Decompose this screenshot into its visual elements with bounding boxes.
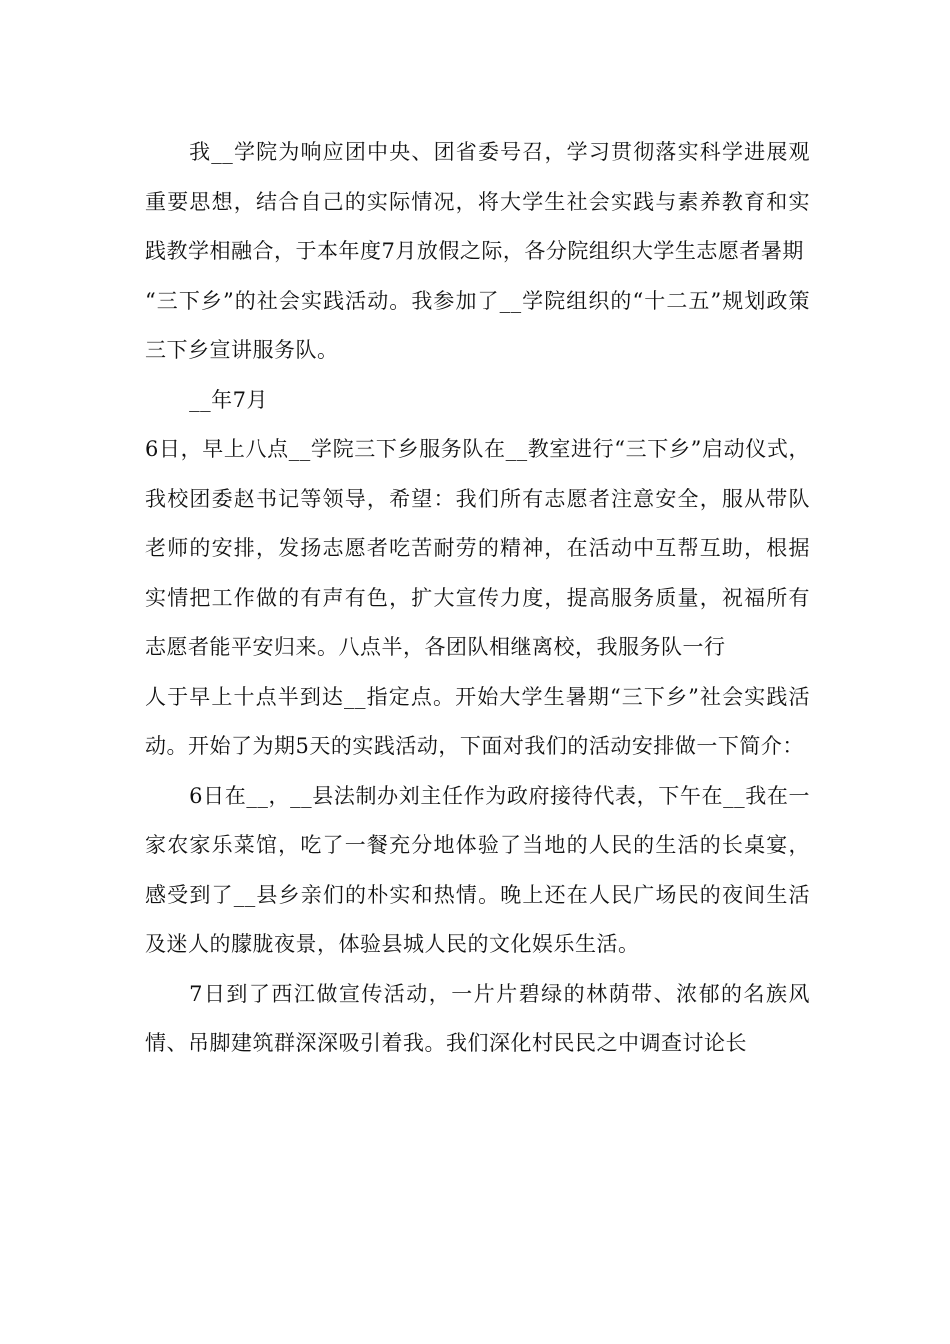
paragraph-day-7: 7日到了西江做宣传活动，一片片碧绿的林荫带、浓郁的名族风情、吊脚建筑群深深吸引着我。我们深化村民民之中调查讨论长 (145, 981, 810, 1055)
paragraph-activity-team: “三下乡”的社会实践活动。我参加了__学院组织的“十二五”规划政策三下乡宣讲服务队。 (145, 288, 810, 362)
document-body (145, 128, 810, 1069)
paragraph-date: __年7月 (189, 387, 268, 412)
paragraph-opening-ceremony: 6日，早上八点__学院三下乡服务队在__教室进行“三下乡”启动仪式，我校团委赵书记等领导，希望：我们所有志愿者注意安全，服从带队老师的安排，发扬志愿者吃苦耐劳的精神，在活动中互帮互助，根据实情把工作做的有声有色，扩大宣传力度，提高服务质量，祝福所有志愿者能平安归来。八点半，各团队相继离校，我服务队一行 (145, 437, 810, 659)
paragraph-intro: 我__学院为响应团中央、团省委号召，学习贯彻落实科学进展观重要思想，结合自己的实际情况，将大学生社会实践与素养教育和实践教学相融合，于本年度7月放假之际，各分院组织大学生志愿者暑期 (145, 140, 810, 263)
paragraph-arrival: 人于早上十点半到达__指定点。开始大学生暑期“三下乡”社会实践活动。开始了为期5天的实践活动，下面对我们的活动安排做一下简介： (145, 684, 810, 758)
paragraph-day-6: 6日在__，__县法制办刘主任作为政府接待代表，下午在__我在一家农家乐菜馆，吃了一餐充分地体验了当地的人民的生活的长桌宴，感受到了__县乡亲们的朴实和热情。晚上还在人民广场民的夜间生活及迷人的朦胧夜景，体验县城人民的文化娱乐生活。 (145, 783, 810, 956)
